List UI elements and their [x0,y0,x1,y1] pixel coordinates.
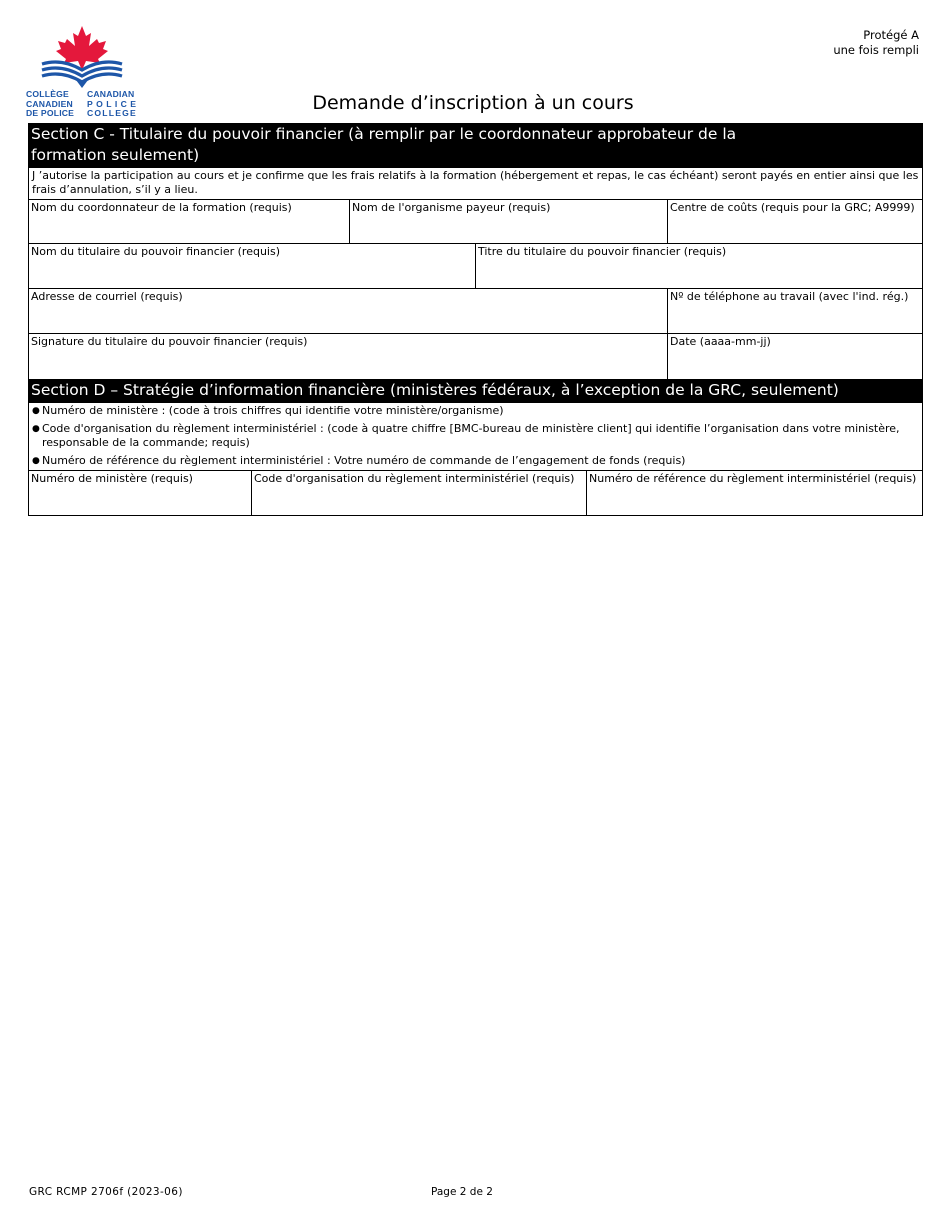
section-c-row-4 [28,334,923,379]
authority-name-label: Nom du titulaire du pouvoir financier (requis) [31,245,280,258]
department-number-label: Numéro de ministère (requis) [31,472,193,485]
maple-leaf-book-icon [26,24,138,90]
coordinator-name-input[interactable] [31,217,347,233]
signature-input[interactable] [31,351,665,367]
org-code-input[interactable] [254,488,584,504]
email-input[interactable] [31,306,665,322]
bullet-icon: ● [32,424,40,434]
instruction-text: Numéro de référence du règlement interministériel : Votre numéro de commande de l’engagement de fonds (requis) [42,454,686,467]
instruction-text: Code d'organisation du règlement interministériel : (code à quatre chiffre [BMC-bureau de ministère client] qui identifie l’organisation dans votre ministère, responsable de la commande; requis) [42,422,900,449]
date-input[interactable] [670,351,920,367]
paying-org-field [350,200,668,243]
coordinator-name-label: Nom du coordonnateur de la formation (requis) [31,201,292,214]
email-field [29,289,668,333]
org-code-label: Code d'organisation du règlement interministériel (requis) [254,472,575,485]
security-classification [833,28,919,58]
classification-level: Protégé A [863,28,919,42]
logo-fr-line-1: COLLÈGE [26,89,69,99]
section-c-row-1 [28,200,923,244]
reference-number-field [587,471,922,515]
section-d-instructions [28,403,923,471]
reference-number-input[interactable] [589,488,920,504]
date-label: Date (aaaa-mm-jj) [670,335,771,348]
section-c-row-2 [28,244,923,289]
cost-centre-input[interactable] [670,217,920,233]
department-number-field [29,471,252,515]
cost-centre-field [668,200,922,243]
reference-number-label: Numéro de référence du règlement interministériel (requis) [589,472,917,485]
signature-label: Signature du titulaire du pouvoir financier (requis) [31,335,308,348]
logo-en-line-2: POLICE [87,98,140,109]
coordinator-name-field [29,200,350,243]
section-d-heading-text: Section D – Stratégie d’information financière (ministères fédéraux, à l’exception de la GRC, seulement) [31,381,839,399]
section-d-heading [28,379,923,403]
bullet-icon: ● [32,406,40,416]
authority-name-field [29,244,476,288]
authority-title-input[interactable] [478,261,920,277]
logo-fr-line-2: CANADIEN [26,98,73,109]
enrolment-form [28,123,923,516]
section-c-heading [28,123,923,168]
authorization-statement: J ’autorise la participation au cours et je confirme que les frais relatifs à la formation (hébergement et repas, le cas échéant) seront payés en entier ainsi que les frais d’annulation, s’il y a lieu. [28,168,923,200]
org-code-field [252,471,587,515]
logo-fr-line-3: DE POLICE [26,108,75,119]
document-title: Demande d’inscription à un cours [312,92,634,114]
instruction-item [32,422,919,450]
department-number-input[interactable] [31,488,249,504]
paying-org-input[interactable] [352,217,665,233]
work-phone-label: Nº de téléphone au travail (avec l'ind. rég.) [670,290,909,303]
instruction-text: Numéro de ministère : (code à trois chiffres qui identifie votre ministère/organisme) [42,404,504,417]
signature-field [29,334,668,379]
authority-title-field [476,244,922,288]
logo-en-line-1: CANADIAN [87,89,135,99]
section-c-row-3 [28,289,923,334]
instruction-item [32,404,919,418]
logo-en-line-3: COLLEGE [87,108,137,119]
date-field [668,334,922,379]
authority-title-label: Titre du titulaire du pouvoir financier (requis) [478,245,727,258]
paying-org-label: Nom de l'organisme payeur (requis) [352,201,551,214]
work-phone-input[interactable] [670,306,920,322]
instruction-item [32,454,919,468]
section-c-heading-text: Section C - Titulaire du pouvoir financier (à remplir par le coordonnateur approbateur de la formation seulement) [31,125,737,164]
page-number: Page 2 de 2 [431,1186,493,1198]
bullet-icon: ● [32,456,40,466]
form-number: GRC RCMP 2706f (2023-06) [29,1186,183,1198]
classification-note: une fois rempli [833,43,919,57]
work-phone-field [668,289,922,333]
section-d-row-1 [28,471,923,516]
email-label: Adresse de courriel (requis) [31,290,183,303]
cost-centre-label: Centre de coûts (requis pour la GRC; A9999) [670,201,915,214]
authority-name-input[interactable] [31,261,473,277]
